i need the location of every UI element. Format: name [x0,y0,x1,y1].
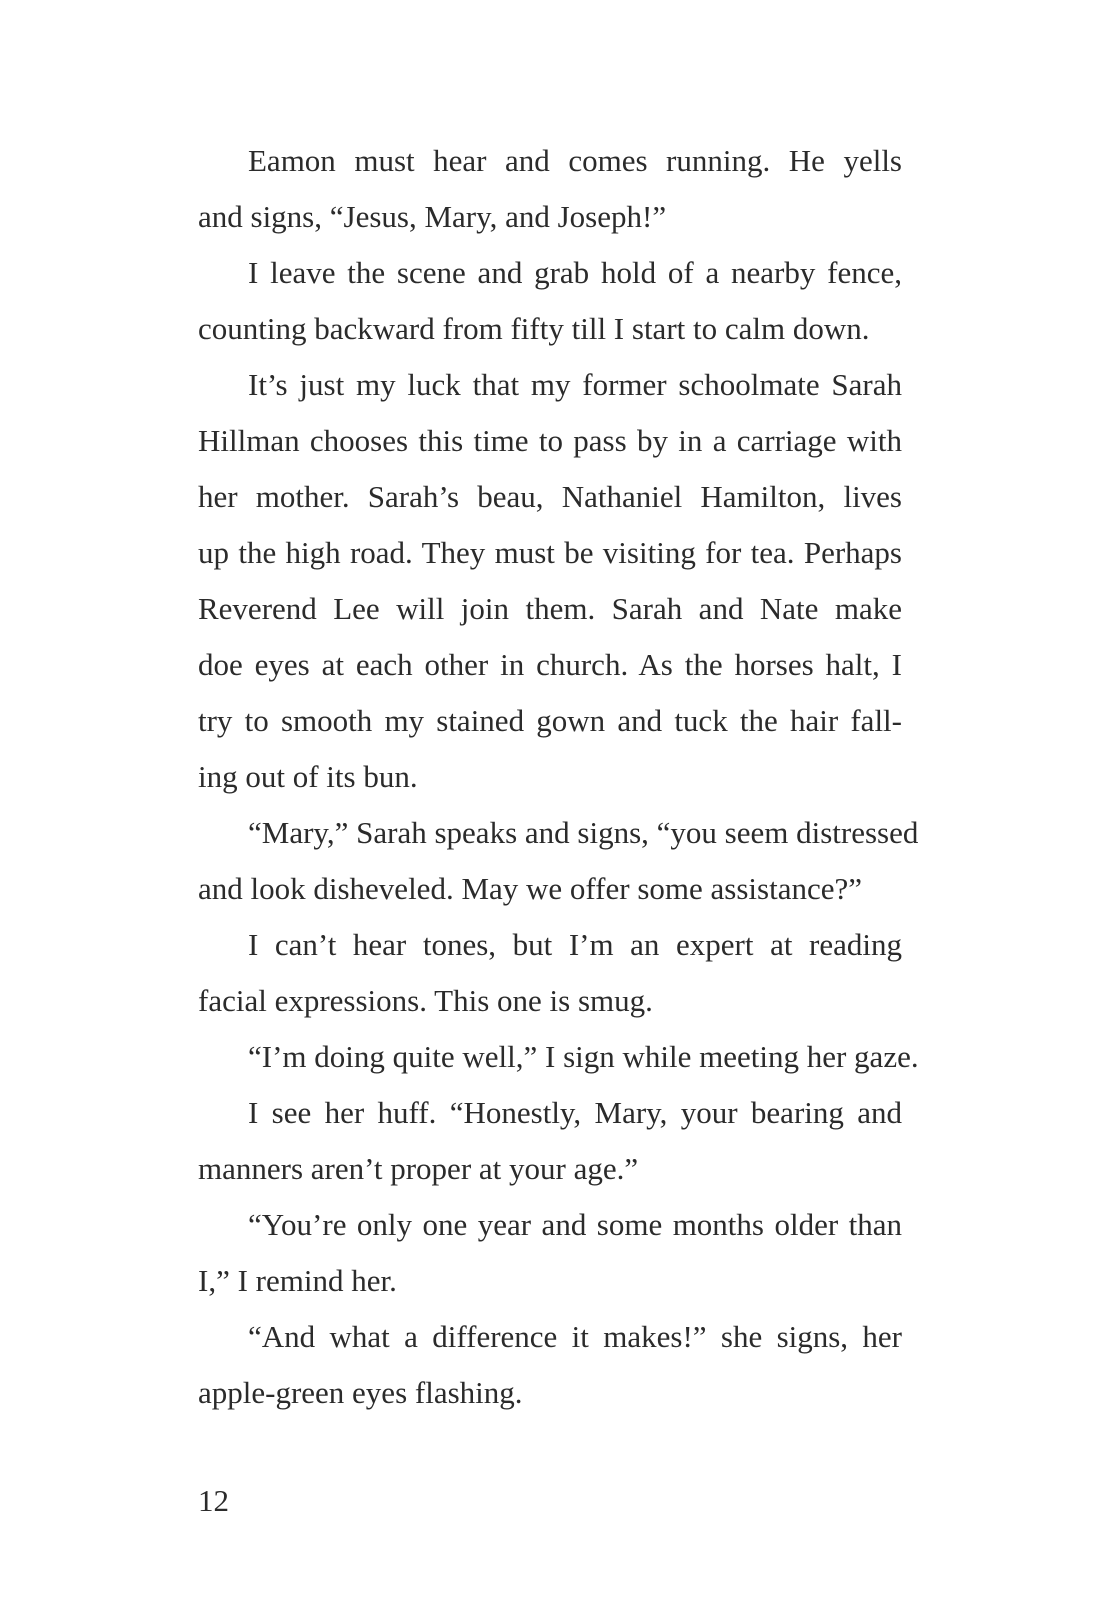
text-line: I,” I remind her. [198,1263,397,1298]
body-text [198,133,919,1421]
text-line: counting backward from fifty till I start to calm down. [198,311,870,346]
text-line: facial expressions. This one is smug. [198,983,653,1018]
text-line: I can’t hear tones, but I’m an expert at reading [248,927,902,962]
text-line: “Mary,” Sarah speaks and signs, “you seem distressed [248,815,919,850]
page-number: 12 [198,1483,229,1518]
text-line: I leave the scene and grab hold of a nearby fence, [248,255,902,290]
text-line: up the high road. They must be visiting for tea. Perhaps [198,535,902,570]
text-line: Reverend Lee will join them. Sarah and Nate make [198,591,902,626]
text-line: doe eyes at each other in church. As the horses halt, I [198,647,902,682]
text-line: ing out of its bun. [198,759,418,794]
text-line: Eamon must hear and comes running. He yells [248,143,902,178]
text-line: “I’m doing quite well,” I sign while meeting her gaze. [248,1039,919,1074]
text-line: “You’re only one year and some months older than [248,1207,902,1242]
text-line: I see her huff. “Honestly, Mary, your bearing and [248,1095,902,1130]
text-line: apple-green eyes flashing. [198,1375,523,1410]
text-line: her mother. Sarah’s beau, Nathaniel Hamilton, lives [198,479,902,514]
text-line: and look disheveled. May we offer some assistance?” [198,871,862,906]
text-line: Hillman chooses this time to pass by in a carriage with [198,423,902,458]
text-line: It’s just my luck that my former schoolmate Sarah [248,367,902,402]
text-line: try to smooth my stained gown and tuck the hair fall- [198,703,902,738]
text-line: manners aren’t proper at your age.” [198,1151,639,1186]
text-line: “And what a difference it makes!” she signs, her [248,1319,902,1354]
text-line: and signs, “Jesus, Mary, and Joseph!” [198,199,667,234]
